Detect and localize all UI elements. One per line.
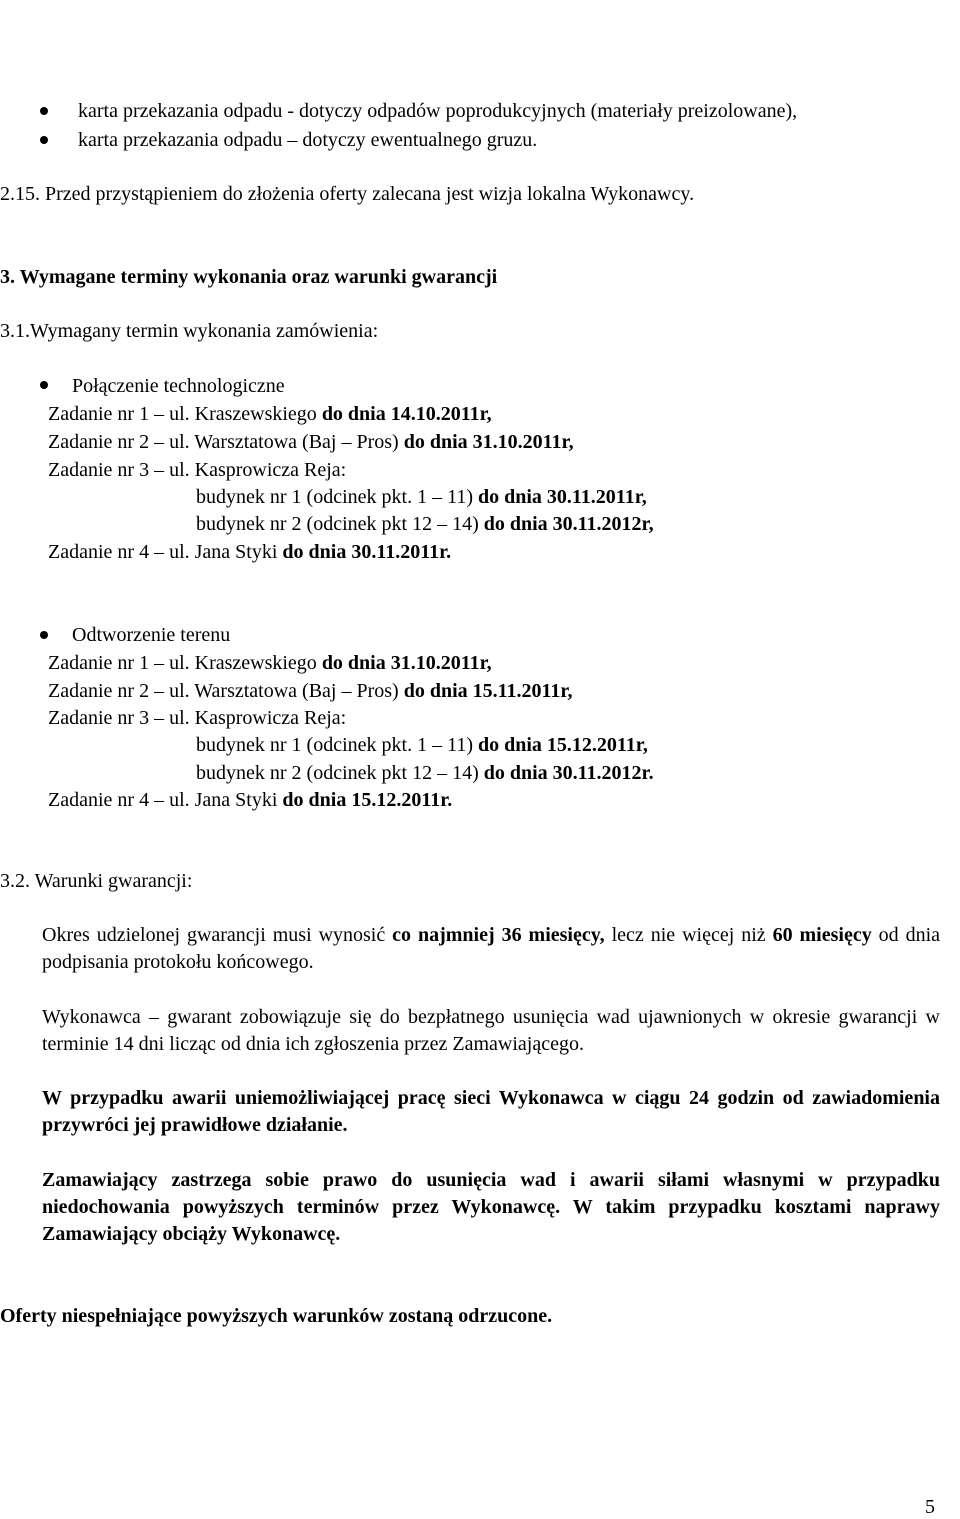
bullet-marker [40, 107, 48, 115]
page-number: 5 [925, 1496, 935, 1518]
task-line [48, 679, 572, 703]
section-3-1-heading: 3.1.Wymagany termin wykonania zamówienia: [0, 320, 379, 342]
task-deadline: do dnia 14.10.2011r, [321, 403, 492, 425]
task-line [48, 402, 492, 426]
building-deadline: do dnia 30.11.2012r, [483, 513, 654, 535]
task-text: Zadanie nr 4 – ul. Jana Styki [48, 789, 283, 811]
bullet-marker [40, 631, 48, 639]
task-text: Zadanie nr 1 – ul. Kraszewskiego [48, 403, 322, 425]
task-line [48, 430, 574, 454]
paragraph-guarantee-period: Okres udzielonej gwarancji musi wynosić co najmniej 36 miesięcy, lecz nie więcej niż 60 miesięcy od dnia podpisania protokołu końcowego. [42, 924, 941, 973]
task-text: Zadanie nr 4 – ul. Jana Styki [48, 541, 283, 563]
list-item: karta przekazania odpadu – dotyczy ewentualnego gruzu. [78, 129, 538, 151]
task-line [48, 540, 451, 564]
building-text: budynek nr 2 (odcinek pkt 12 – 14) [196, 762, 484, 784]
task-deadline: do dnia 15.11.2011r, [403, 680, 573, 702]
task-line [48, 788, 452, 812]
building-line [196, 761, 654, 785]
section-3-heading: 3. Wymagane terminy wykonania oraz warunki gwarancji [0, 266, 498, 288]
task-text: Zadanie nr 3 – ul. Kasprowicza Reja: [48, 707, 347, 729]
list-item: karta przekazania odpadu - dotyczy odpadów poprodukcyjnych (materiały preizolowane), [78, 100, 798, 122]
task-text: Zadanie nr 1 – ul. Kraszewskiego [48, 652, 322, 674]
group-title: Połączenie technologiczne [72, 375, 285, 397]
building-deadline: do dnia 15.12.2011r, [477, 734, 648, 756]
building-line [196, 733, 648, 757]
building-text: budynek nr 1 (odcinek pkt. 1 – 11) [196, 486, 478, 508]
task-text: Zadanie nr 3 – ul. Kasprowicza Reja: [48, 459, 347, 481]
final-statement: Oferty niespełniające powyższych warunków zostaną odrzucone. [0, 1305, 553, 1327]
building-line [196, 512, 654, 536]
task-text: Zadanie nr 2 – ul. Warsztatowa (Baj – Pros) [48, 680, 404, 702]
task-deadline: do dnia 15.12.2011r. [282, 789, 453, 811]
group-title: Odtworzenie terenu [72, 624, 231, 646]
paragraph-contractor-obligation: Wykonawca – gwarant zobowiązuje się do bezpłatnego usunięcia wad ujawnionych w okresie gwarancji w terminie 14 dni licząc od dnia ich zgłoszenia przez Zamawiającego. [42, 1006, 940, 1055]
building-line [196, 485, 647, 509]
section-3-2-heading: 3.2. Warunki gwarancji: [0, 870, 193, 892]
task-line [48, 706, 346, 730]
section-2-15: 2.15. Przed przystąpieniem do złożenia oferty zalecana jest wizja lokalna Wykonawcy. [0, 183, 695, 205]
paragraph-employer-right: Zamawiający zastrzega sobie prawo do usunięcia wad i awarii siłami własnymi w przypadku niedochowania powyższych terminów przez Wykonawcę. W takim przypadku kosztami naprawy Zamawiający obciąży Wykonawcę. [42, 1169, 940, 1245]
task-line [48, 458, 346, 482]
task-line [48, 651, 492, 675]
bullet-marker [40, 136, 48, 144]
building-deadline: do dnia 30.11.2012r. [483, 762, 654, 784]
bullet-marker [40, 381, 48, 389]
task-text: Zadanie nr 2 – ul. Warsztatowa (Baj – Pros) [48, 431, 404, 453]
task-deadline: do dnia 30.11.2011r. [282, 541, 452, 563]
building-text: budynek nr 2 (odcinek pkt 12 – 14) [196, 513, 484, 535]
task-deadline: do dnia 31.10.2011r, [321, 652, 492, 674]
task-deadline: do dnia 31.10.2011r, [403, 431, 574, 453]
paragraph-failure-response: W przypadku awarii uniemożliwiającej pracę sieci Wykonawca w ciągu 24 godzin od zawiadomienia przywróci jej prawidłowe działanie. [42, 1087, 940, 1136]
building-text: budynek nr 1 (odcinek pkt. 1 – 11) [196, 734, 478, 756]
building-deadline: do dnia 30.11.2011r, [477, 486, 647, 508]
